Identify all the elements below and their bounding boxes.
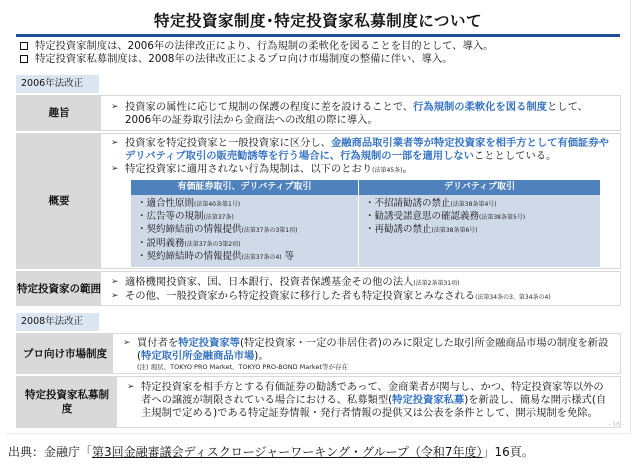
summary-bullet-text: 特定投資家私募制度は、2008年の法律改正によるプロ向け市場制度の整備に伴い、導入。 [35,52,453,65]
arrow-bullet-icon: ➢ [111,291,119,301]
arrow-bullet-icon: ➢ [111,102,119,112]
row-text: 適格機関投資家、国、日本銀行、投資者保護基金その他の法人(法第2条第31項) [125,276,460,288]
row-text: 特定投資家に適用されない行為規制は、以下のとおり(法第45条)。 [125,163,413,175]
row-note: (注) 現状、TOKYO PRO Market、TOKYO PRO-BOND Market等が存在 [137,363,349,371]
table-cell: ・不招請勧誘の禁止(法第38条第4号) ・勧誘受諾意思の確認義務(法第38条第5号) ・再勧誘の禁止(法第38条第6号) [359,195,601,267]
section-tag-2006: 2006年法改正 [16,75,99,93]
summary-bullets [18,40,628,65]
source-citation [8,443,534,460]
row-purpose [16,95,621,131]
row-text: 特定投資家を相手方とする有価証券の勧誘であって、金商業者が関与し、かつ、特定投資家等以外の者への譲渡が制限されている場合における、私募類型(特定投資家私募)を新設し、簡易な開示様式(自主規制で定める)である特定証券情報・発行者情報の提供又は公表を条件として、開示規制を免除。 [141,381,607,419]
table-header: デリバティブ取引 [359,180,601,195]
row-body [113,334,620,373]
row-text: 投資家を特定投資家と一般投資家に区分し、金融商品取引業者等が特定投資家を相手方として有価証券やデリバティブ取引の販売勧誘等を行う場合に、行為規制の一部を適用しないこととしている。 [125,137,609,162]
title-divider [16,34,620,37]
summary-bullet [18,40,628,53]
row-body [101,272,620,305]
exempt-rules-table [131,180,601,267]
page-number: - 16 - [608,421,624,428]
row-private-placement [16,376,621,428]
row-label: 特定投資家私募制度 [17,377,117,427]
summary-bullet [18,53,628,66]
table-header: 有価証券取引、デリバティブ取引 [131,180,359,195]
arrow-bullet-icon: ➢ [111,164,119,174]
table-cell: ・適合性原則(法第40条第1号) ・広告等の規制(法第37条) ・契約締結前の情報提供(法第37条の3第1項) ・説明義務(法第37条の3第2項) ・契約締結時の情報提供(法第37条の4) 等 [131,195,359,267]
arrow-bullet-icon: ➢ [111,138,119,148]
row-body [101,134,620,268]
row-scope [16,271,621,306]
row-text: 買付者を特定投資家等(特定投資家・一定の非居住者)のみに限定した取引所金融商品市場の制度を新設(特定取引所金融商品市場)。 [137,337,609,362]
arrow-bullet-icon: ➢ [123,338,131,348]
section-tag-2008: 2008年法改正 [16,313,99,331]
slide [6,0,631,434]
source-suffix: 」16頁。 [482,445,534,459]
row-label: 特定投資家の範囲 [17,272,101,305]
page-title: 特定投資家制度･特定投資家私募制度について [154,12,482,30]
square-bullet-icon [20,42,28,50]
source-link[interactable]: 第3回金融審議会ディスクロージャーワーキング・グループ（令和7年度） [92,445,483,459]
square-bullet-icon [20,55,28,63]
row-label: 概要 [17,134,101,268]
arrow-bullet-icon: ➢ [127,382,135,392]
summary-bullet-text: 特定投資家制度は、2006年の法律改正により、行為規制の柔軟化を図ることを目的として、導入。 [35,40,494,52]
row-text: 投資家の属性に応じて規制の保護の程度に差を設けることで、行為規制の柔軟化を図る制度として、2006年の証券取引法から金商法への改組の際に導入。 [125,101,588,126]
row-overview [16,133,621,269]
row-pro-market [16,333,621,374]
row-label: 趣旨 [17,96,101,130]
row-text: その他、一般投資家から特定投資家に移行した者も特定投資家とみなされる(法第34条の3、第34条の4) [125,290,551,302]
row-label: プロ向け市場制度 [17,334,113,373]
row-body [117,377,620,427]
arrow-bullet-icon: ➢ [111,277,119,287]
source-prefix: 出典：金融庁「 [8,445,93,459]
row-body [101,96,620,130]
